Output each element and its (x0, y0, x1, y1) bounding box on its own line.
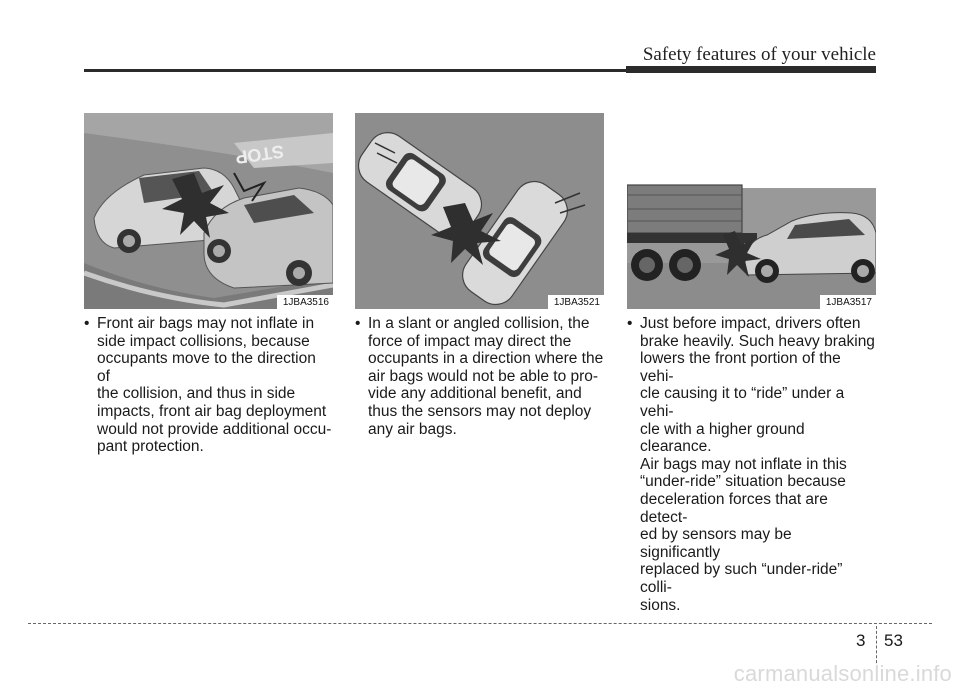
figure-code: 1JBA3516 (277, 295, 333, 309)
watermark: carmanualsonline.info (733, 661, 952, 686)
bullet: • (627, 315, 633, 332)
figure-code: 1JBA3517 (820, 295, 876, 309)
bullet: • (355, 315, 361, 332)
paragraph-under-ride: Just before impact, drivers often brake heavily. Such heavy braking lowers the front portion of the vehi- cle causing it to “ride” under a vehi- cle with a higher ground clearance. Air bags may not inflate in this “under-ride” situation because deceleration forces that are detect- ed by sensors may be significantly replaced by such “under-ride” colli- sions. (640, 315, 875, 614)
figure-angled-collision (355, 113, 604, 309)
page-section-title: Safety features of your vehicle (642, 44, 876, 65)
under-ride-illustration (627, 113, 876, 309)
figure-code: 1JBA3521 (548, 295, 604, 309)
paragraph-side-impact: Front air bags may not inflate in side impact collisions, because occupants move to the direction of the collision, and thus in side impacts, front air bag deployment would not provide additional occu- pant protection. (97, 315, 332, 456)
angled-collision-illustration (355, 113, 604, 309)
bullet: • (84, 315, 90, 332)
footer-rule (28, 623, 932, 624)
text-column-angled-collision (355, 315, 604, 438)
header-rule-accent (626, 66, 876, 73)
side-impact-illustration (84, 113, 333, 309)
road-stop-marking: STOP (234, 141, 286, 168)
figure-side-impact (84, 113, 333, 309)
text-column-under-ride (627, 315, 876, 614)
page-number: 53 (884, 631, 903, 650)
figure-under-ride (627, 113, 876, 309)
text-column-side-impact (84, 315, 333, 456)
chapter-number: 3 (856, 631, 866, 650)
paragraph-angled-collision: In a slant or angled collision, the force of impact may direct the occupants in a direction where the air bags would not be able to pro- vide any additional benefit, and thus the sensors may not deploy any air bags. (368, 315, 604, 438)
